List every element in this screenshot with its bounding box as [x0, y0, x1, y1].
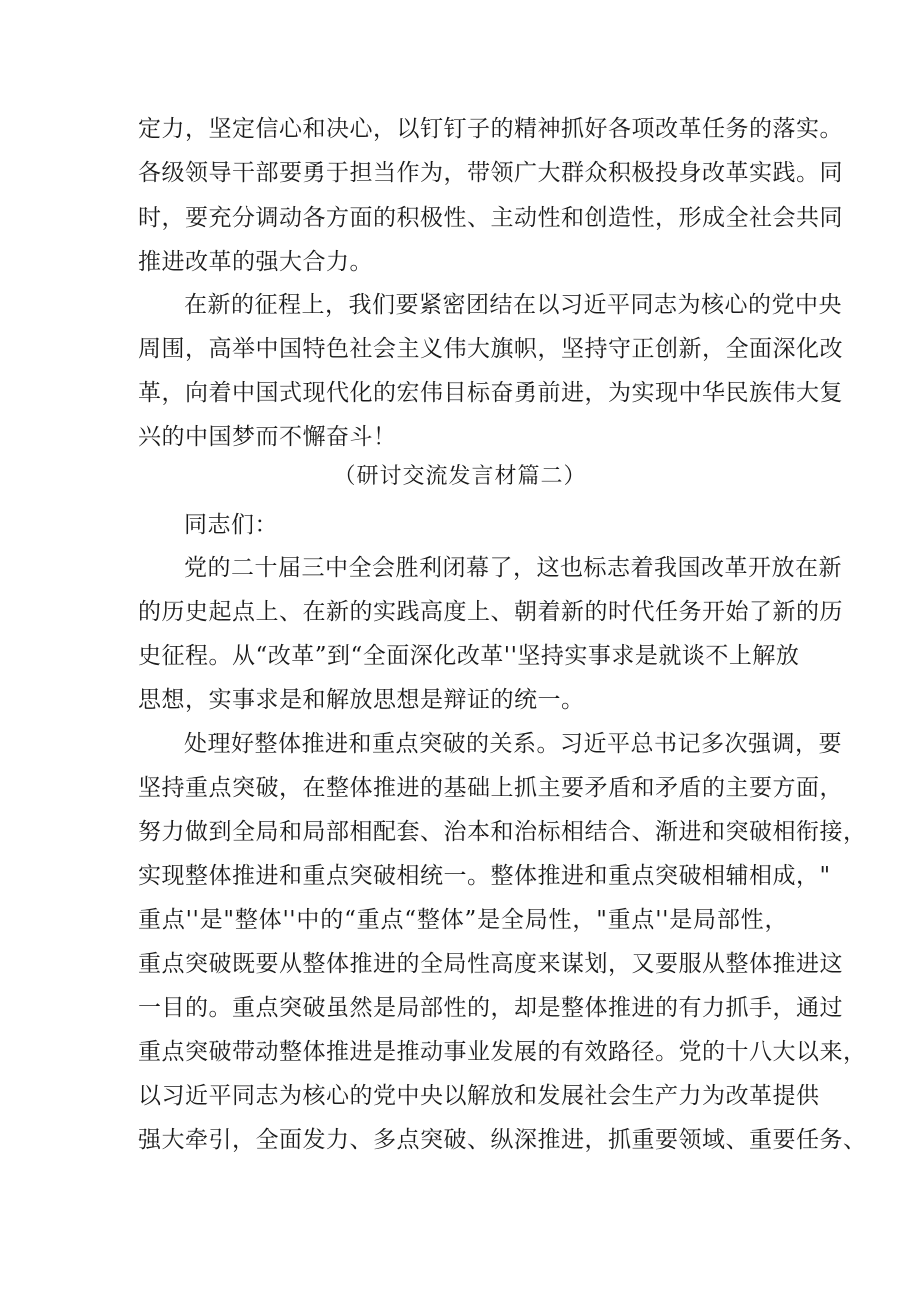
- section2-paragraph-2-line-9: 以习近平同志为核心的党中央以解放和发展社会生产力为改革提供: [138, 1083, 820, 1109]
- salutation: 同志们：: [184, 512, 278, 538]
- section2-paragraph-2-line-6: 重点突破既要从整体推进的全局性高度来谋划，又要服从整体推进这: [138, 951, 843, 977]
- section2-paragraph-1-line-2: 的历史起点上、在新的实践高度上、朝着新的时代任务开始了新的历: [138, 599, 843, 625]
- section-heading: （研讨交流发言材篇二）: [333, 464, 587, 489]
- section2-paragraph-2-line-5: 重点''是"整体''中的“重点“整体”是全局性，"重点''是局部性，: [138, 907, 788, 933]
- section2-paragraph-2-line-7: 一目的。重点突破虽然是局部性的，却是整体推进的有力抓手，通过: [138, 995, 843, 1021]
- paragraph-1-line-4: 推进改革的强大合力。: [138, 249, 373, 275]
- section2-paragraph-1-line-4: 思想，实事求是和解放思想是辩证的统一。: [138, 687, 585, 713]
- paragraph-1-line-2: 各级领导干部要勇于担当作为，带领广大群众积极投身改革实践。同: [138, 160, 843, 186]
- section2-paragraph-1-line-1: 党的二十届三中全会胜利闭幕了，这也标志着我国改革开放在新: [184, 555, 842, 581]
- paragraph-2-line-2: 周围，高举中国特色社会主义伟大旗帜，坚持守正创新，全面深化改: [138, 336, 843, 362]
- section2-paragraph-2-line-1: 处理好整体推进和重点突破的关系。习近平总书记多次强调，要: [184, 731, 842, 757]
- section2-paragraph-2-line-2: 坚持重点突破，在整体推进的基础上抓主要矛盾和矛盾的主要方面，: [138, 775, 843, 801]
- paragraph-2-line-3: 革，向着中国式现代化的宏伟目标奋勇前进，为实现中华民族伟大复: [138, 380, 843, 406]
- section2-paragraph-2-line-8: 重点突破带动整体推进是推动事业发展的有效路径。党的十八大以来，: [138, 1039, 867, 1065]
- paragraph-1-line-3: 时，要充分调动各方面的积极性、主动性和创造性，形成全社会共同: [138, 205, 843, 231]
- paragraph-1-line-1: 定力，坚定信心和决心，以钉钉子的精神抓好各项改革任务的落实。: [138, 116, 843, 142]
- section2-paragraph-2-line-4: 实现整体推进和重点突破相统一。整体推进和重点突破相辅相成，": [138, 863, 831, 889]
- section2-paragraph-1-line-3: 史征程。从“改革”到“全面深化改革''坚持实事求是就谈不上解放: [138, 643, 800, 669]
- section2-paragraph-2-line-3: 努力做到全局和局部相配套、治本和治标相结合、渐进和突破相衔接，: [138, 819, 867, 845]
- paragraph-2-line-4: 兴的中国梦而不懈奋斗！: [138, 424, 397, 450]
- paragraph-2-line-1: 在新的征程上，我们要紧密团结在以习近平同志为核心的党中央: [184, 292, 842, 318]
- section2-paragraph-2-line-10: 强大牵引，全面发力、多点突破、纵深推进，抓重要领域、重要任务、: [138, 1127, 867, 1153]
